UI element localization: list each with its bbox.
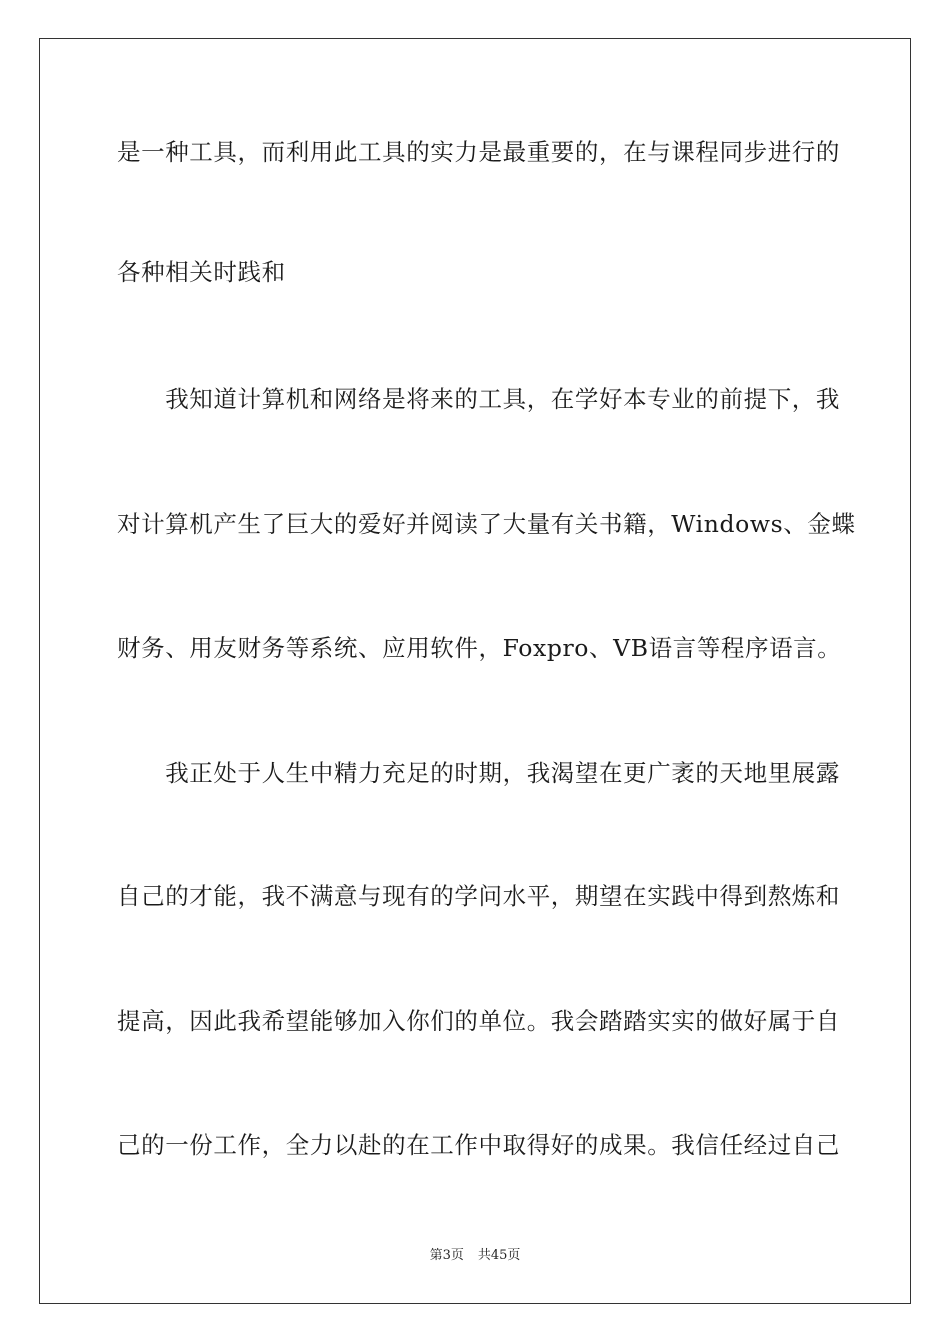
body-line-9: 己的一份工作，全力以赴的在工作中取得好的成果。我信任经过自己 bbox=[117, 1131, 840, 1159]
page-frame bbox=[39, 38, 911, 1304]
body-line-2: 各种相关时践和 bbox=[117, 258, 286, 286]
body-line-8: 提高，因此我希望能够加入你们的单位。我会踏踏实实的做好属于自 bbox=[117, 1007, 840, 1035]
body-line-7: 自己的才能，我不满意与现有的学问水平，期望在实践中得到熬炼和 bbox=[117, 882, 840, 910]
page-number: 第3页 bbox=[429, 1248, 464, 1263]
page-total: 共45页 bbox=[477, 1248, 521, 1263]
body-line-5: 财务、用友财务等系统、应用软件，Foxpro、VB语言等程序语言。 bbox=[117, 634, 842, 662]
body-line-1: 是一种工具，而利用此工具的实力是最重要的，在与课程同步进行的 bbox=[117, 138, 840, 166]
page-footer bbox=[0, 1247, 950, 1265]
body-line-6: 我正处于人生中精力充足的时期，我渴望在更广袤的天地里展露 bbox=[117, 759, 840, 787]
body-line-3: 我知道计算机和网络是将来的工具，在学好本专业的前提下，我 bbox=[117, 385, 840, 413]
body-line-4: 对计算机产生了巨大的爱好并阅读了大量有关书籍，Windows、金蝶 bbox=[117, 510, 856, 538]
